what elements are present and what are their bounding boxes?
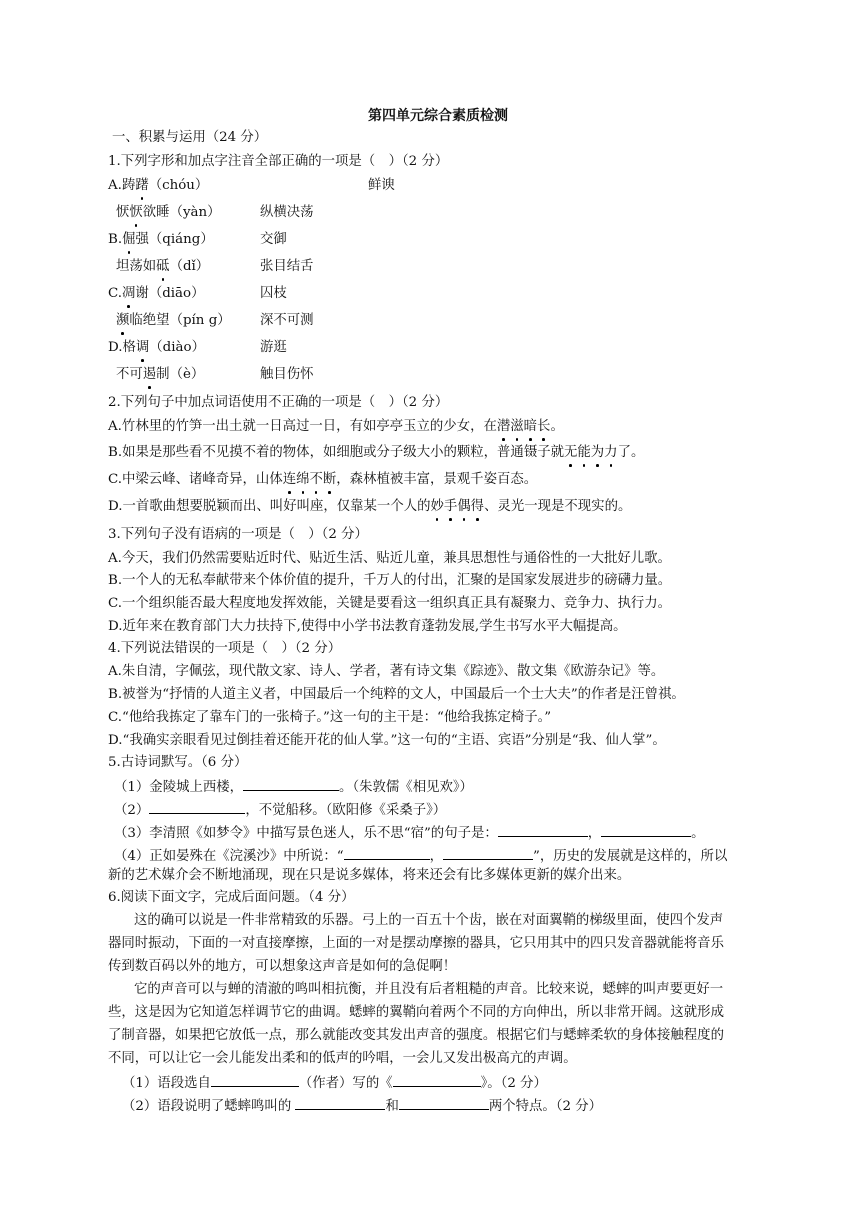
dotted-char: 为 [591, 443, 604, 463]
dotted-char: 断 [323, 470, 336, 490]
text: 了。 [617, 445, 645, 460]
text: （4）正如晏殊在《浣溪沙》中所说：“ [114, 849, 344, 864]
text: ”，历史的发展就是这样的，所以 [533, 849, 728, 864]
q4-option-d: D.“我确实亲眼看见过倒挂着还能开花的仙人掌。”这一句的“主语、宾语”分别是“我、仙人掌”。 [108, 733, 666, 748]
dotted-char: 滋 [510, 417, 523, 437]
text: 两个特点。（2 分） [488, 1099, 603, 1114]
text: （1）金陵城上西楼， [114, 780, 244, 795]
text: 。（朱敦儒《相见欢》） [339, 780, 473, 795]
pinyin: （pín g） [169, 313, 231, 328]
word-right: 深不可测 [260, 313, 314, 328]
passage-line: 不同，可以让它一会儿能发出柔和的低声的吟唱，一会儿又发出极高亢的声调。 [108, 1051, 577, 1066]
q3-option-d: D.近年来在教育部门大力扶持下,使得中小学书法教育蓬勃发展,学生书写水平大幅提高。 [108, 619, 627, 634]
q1-option-c-row2 [116, 311, 314, 331]
text: C.中梁云峰、诸峰奇异，山体 [108, 472, 283, 487]
q4-option-a: A.朱自清，字佩弦，现代散文家、诗人、学者，著有诗文集《踪迹》、散文集《欧游杂记》等。 [108, 664, 665, 679]
option-label: A. [108, 178, 122, 193]
pinyin: （dǐ） [169, 259, 210, 274]
word-right: 游逛 [260, 340, 287, 355]
text: （2）语段说明了蟋蟀鸣叫的 [122, 1099, 296, 1114]
q1-option-b-row2 [116, 257, 314, 277]
q5-item-4 [114, 845, 727, 867]
text: D.一首歌曲想要脱颖而出、叫好叫座，仅靠某一个人的 [108, 499, 431, 514]
passage-line: 传到数百码以外的地方，可以想象这声音是如何的急促啊！ [108, 959, 457, 974]
pinyin: （yàn） [169, 205, 221, 220]
word: 强 [135, 232, 149, 247]
text: ， [587, 826, 602, 841]
option-label: D. [108, 340, 123, 355]
answer-blank[interactable] [393, 1072, 481, 1087]
q2-option-b [108, 443, 644, 463]
text: （1）语段选自 [122, 1076, 211, 1091]
pinyin: （chóu） [148, 178, 209, 193]
dotted-char: 遏 [143, 365, 156, 385]
dotted-char: 力 [604, 443, 617, 463]
text: （3）李清照《如梦令》中描写景色迷人，乐不思“宿”的句子是： [114, 826, 498, 841]
text: B.如果是那些看不见摸不着的物体，如细胞或分子级大小的颗粒，普通镊子就 [108, 445, 564, 460]
word-right: 鲜谀 [368, 178, 395, 193]
q6-sub-2 [122, 1095, 602, 1117]
dotted-char: 手 [444, 497, 457, 517]
dotted-char: 不 [310, 470, 323, 490]
text: （2） [114, 803, 150, 818]
dotted-char: 倔 [122, 230, 135, 250]
q3-option-a: A.今天，我们仍然需要贴近时代、贴近生活、贴近儿童，兼具思想性与通俗性的一大批好儿歌。 [108, 551, 671, 566]
dotted-char: 能 [577, 443, 590, 463]
text: 。 [691, 826, 705, 841]
word: 不可 [116, 367, 143, 382]
word-right: 张目结舌 [260, 259, 314, 274]
pinyin: （diāo） [148, 286, 205, 301]
dotted-char: 濒 [116, 311, 129, 331]
q5-item-3 [114, 822, 705, 844]
dotted-char: 得 [471, 497, 484, 517]
q1-option-b-row1 [108, 230, 287, 250]
section-heading: 一、积累与运用（24 分） [112, 130, 268, 145]
q3-option-c: C.一个组织能否最大程度地发挥效能，关键是要看这一组织真正具有凝聚力、竞争力、执行力。 [108, 596, 672, 611]
answer-blank[interactable] [149, 799, 245, 814]
q2-option-a [108, 417, 564, 437]
word: 坦荡如 [116, 259, 157, 274]
text: ， [429, 849, 444, 864]
word: 格 [122, 340, 136, 355]
word: 恹 [116, 205, 130, 220]
q3-option-b: B.一个人的无私奉献带来个体价值的提升，千万人的付出，汇聚的是国家发展进步的磅礴力量。 [108, 573, 672, 588]
dotted-phrase [564, 445, 618, 460]
word-right: 交御 [260, 232, 287, 247]
passage-line: 些，这是因为它知道怎样调节它的曲调。蟋蟀的翼鞘向着两个不同的方向伸出，所以非常开阔。这就形成 [108, 1005, 724, 1020]
answer-blank[interactable] [601, 822, 691, 837]
answer-blank[interactable] [243, 776, 339, 791]
text: A.竹林里的竹笋一出土就一日高过一日，有如亭亭玉立的少女，在 [108, 419, 497, 434]
q5-item-4-continued: 新的艺术媒介会不断地涌现，现在只是说多媒体，将来还会有比多媒体更新的媒介出来。 [108, 868, 631, 883]
passage-line: 器同时振动，下面的一对直接摩擦，上面的一对是摆动摩擦的器具，它只用其中的四只发音器就能将音乐 [108, 936, 724, 951]
dotted-phrase [283, 472, 337, 487]
answer-blank[interactable] [344, 845, 430, 860]
q6-stem: 6.阅读下面文字，完成后面问题。（4 分） [108, 890, 355, 905]
text: 。 [550, 419, 564, 434]
dotted-char: 恹 [129, 203, 142, 223]
answer-blank[interactable] [399, 1095, 489, 1110]
q6-sub-1 [122, 1072, 547, 1094]
word-right: 触目伤怀 [260, 367, 314, 382]
passage-line: 它的声音可以与蝉的清澈的鸣叫相抗衡，并且没有后者粗糙的声音。比较来说，蟋蟀的叫声要更好一 [134, 982, 724, 997]
q5-item-1 [114, 776, 473, 798]
word: 临绝望 [129, 313, 170, 328]
q4-option-b: B.被誉为“抒情的人道主义者，中国最后一个纯粹的文人，中国最后一个士大夫”的作者是汪曾祺。 [108, 687, 685, 702]
answer-blank[interactable] [443, 845, 533, 860]
q2-option-c [108, 470, 537, 490]
text: （作者）写的《 [298, 1076, 393, 1091]
dotted-char: 绵 [296, 470, 309, 490]
q1-option-a-row2 [116, 203, 314, 223]
q3-stem: 3.下列句子没有语病的一项是（ ）（2 分） [108, 527, 368, 542]
word: 谢 [135, 286, 149, 301]
q5-item-2 [114, 799, 446, 821]
dotted-phrase [497, 419, 551, 434]
dotted-char: 连 [283, 470, 296, 490]
word: 欲睡 [142, 205, 170, 220]
q4-option-c: C.“他给我拣定了靠车门的一张椅子。”这一句的主干是：“他给我拣定椅子。” [108, 710, 552, 725]
option-label: B. [108, 232, 123, 247]
text: 》。（2 分） [480, 1076, 547, 1091]
text: 、灵光一现是不现实的。 [484, 499, 632, 514]
q1-option-d-row1 [108, 338, 287, 358]
dotted-char: 妙 [431, 497, 444, 517]
q1-option-a-row1 [108, 176, 395, 196]
text: ，森林植被丰富，景观千姿百态。 [336, 472, 538, 487]
answer-blank[interactable] [211, 1072, 299, 1087]
dotted-phrase [431, 499, 485, 514]
q5-stem: 5.古诗词默写。（6 分） [108, 755, 248, 770]
dotted-char: 砥 [156, 257, 169, 277]
dotted-char: 偶 [457, 497, 470, 517]
dotted-char: 凋 [122, 284, 135, 304]
q1-option-d-row2 [116, 365, 314, 385]
word-right: 纵横决荡 [260, 205, 314, 220]
page-title: 第四单元综合素质检测 [368, 108, 508, 124]
q2-stem: 2.下列句子中加点词语使用不正确的一项是（ ）（2 分） [108, 395, 449, 410]
q2-option-d [108, 497, 631, 517]
dotted-char: 长 [537, 417, 550, 437]
text: ，不觉船移。（欧阳修《采桑子》） [245, 803, 447, 818]
dotted-char: 暗 [524, 417, 537, 437]
word: 制 [156, 367, 170, 382]
passage-line: 了制音器，如果把它放低一点，那么就能改变其发出声音的强度。根据它们与蟋蟀柔软的身体接触程度的 [108, 1028, 724, 1043]
dotted-char: 无 [564, 443, 577, 463]
word-right: 囚枝 [260, 286, 287, 301]
passage-line: 这的确可以说是一件非常精致的乐器。弓上的一百五十个齿，嵌在对面翼鞘的梯级里面，使四个发声 [134, 913, 724, 928]
q1-option-c-row1 [108, 284, 287, 304]
text: 和 [385, 1099, 399, 1114]
dotted-char: 潜 [497, 417, 510, 437]
dotted-char: 调 [136, 338, 149, 358]
word: 踌 [121, 178, 136, 193]
q1-stem: 1.下列字形和加点字注音全部正确的一项是（ ）（2 分） [108, 154, 449, 169]
option-label: C. [108, 286, 123, 301]
answer-blank[interactable] [295, 1095, 385, 1110]
dotted-char: 躇 [135, 176, 148, 196]
pinyin: （qiáng） [148, 232, 214, 247]
pinyin: （è） [169, 367, 205, 382]
pinyin: （diào） [149, 340, 205, 355]
q4-stem: 4.下列说法错误的一项是（ ）（2 分） [108, 641, 342, 656]
answer-blank[interactable] [498, 822, 588, 837]
